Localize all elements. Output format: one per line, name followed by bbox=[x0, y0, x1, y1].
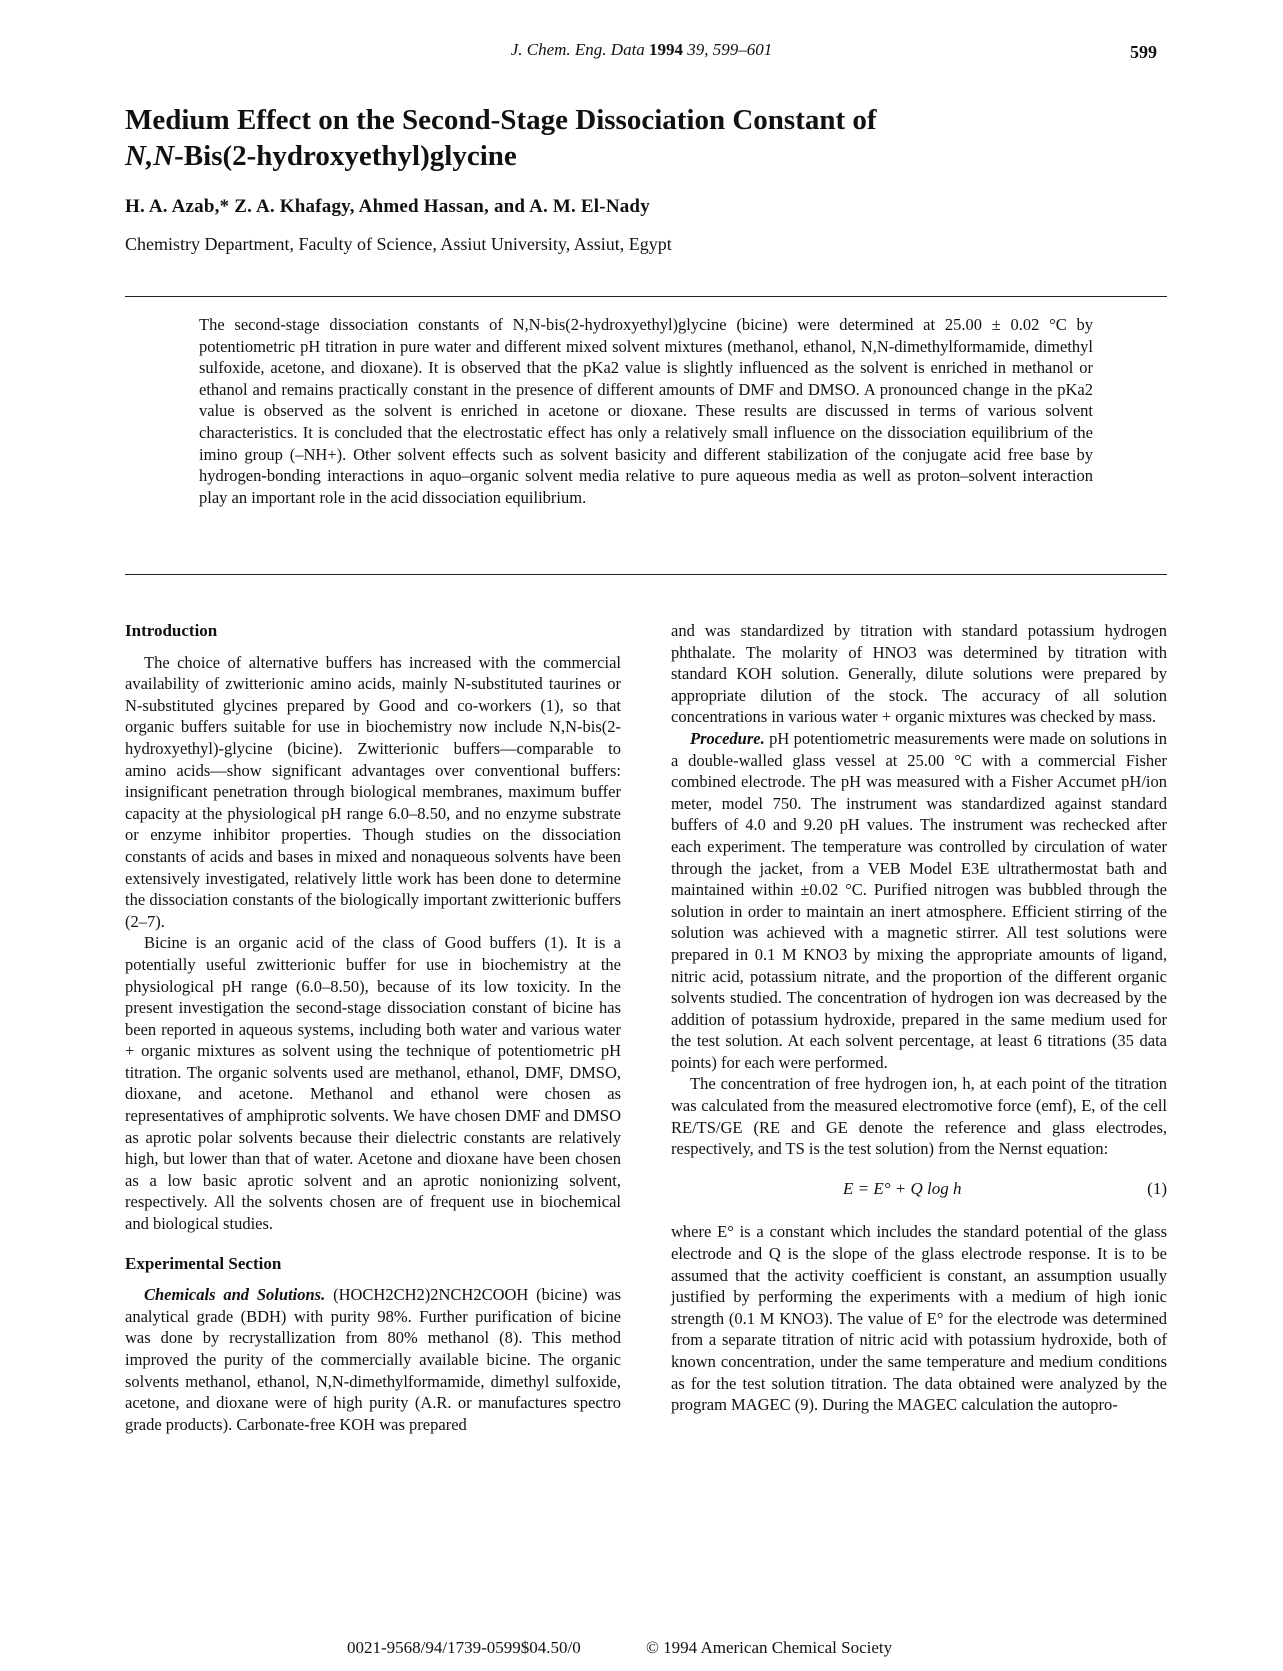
experimental-heading: Experimental Section bbox=[125, 1253, 282, 1273]
continued-paragraph: and was standardized by titration with standard potassium hydrogen phthalate. The molarity of HNO3 was determined by titration with standard KOH solution. Generally, dilute solutions were prepared by appropriate dilution of the stock. The accuracy of all solution concentrations in various water + organic mixtures was checked by mass. bbox=[671, 621, 1167, 727]
author-list: H. A. Azab,* Z. A. Khafagy, Ahmed Hassan, and A. M. El-Nady bbox=[125, 196, 650, 217]
left-column bbox=[125, 620, 621, 1435]
journal-year: 1994 bbox=[649, 40, 684, 59]
introduction-heading: Introduction bbox=[125, 621, 218, 640]
affiliation: Chemistry Department, Faculty of Science, Assiut University, Assiut, Egypt bbox=[125, 234, 672, 254]
journal-reference bbox=[0, 40, 1283, 60]
abstract: The second-stage dissociation constants of N,N-bis(2-hydroxyethyl)glycine (bicine) were determined at 25.00 ± 0.02 °C by potentiometric pH titration in pure water and different mixed solvent mixtures (methanol, ethanol, N,N-dimethylformamide, dimethyl sulfoxide, acetone, and dioxane). It is observed that the pKa2 value is slightly influenced as the solvent is enriched in methanol or ethanol and remains practically constant in the presence of different amounts of DMF and DMSO. A pronounced change in the pKa2 value is observed as the solvent is enriched in acetone or dioxane. These results are discussed in terms of various solvent characteristics. It is concluded that the electrostatic effect has only a relatively small influence on the dissociation equilibrium of the imino group (–NH+). Other solvent effects such as solvent basicity and different stabilization of the conjugate acid free base by hydrogen-bonding interactions in aquo–organic solvent media relative to pure aqueous media as well as proton–solvent interaction play an important role in the acid dissociation equilibrium. bbox=[199, 315, 1093, 507]
top-rule bbox=[125, 296, 1167, 297]
procedure-label: Procedure. bbox=[690, 728, 765, 748]
page-number: 599 bbox=[1130, 42, 1157, 62]
equation-number: (1) bbox=[1147, 1178, 1167, 1198]
nernst-paragraph: The concentration of free hydrogen ion, h, at each point of the titration was calculated from the measured electromotive force (emf), E, of the cell RE/TS/GE (RE and GE denote the reference and glass electrodes, respectively, and TS is the test solution) from the Nernst equation: bbox=[671, 1074, 1167, 1159]
procedure-paragraph bbox=[671, 728, 1167, 1074]
journal-volume: 39, bbox=[687, 40, 709, 59]
right-column bbox=[671, 620, 1167, 1416]
equation-body: E = E° + Q log h bbox=[843, 1178, 962, 1198]
title-line-1: Medium Effect on the Second-Stage Dissociation Constant of bbox=[125, 104, 877, 136]
article-code: 0021-9568/94/1739-0599$04.50/0 bbox=[347, 1638, 581, 1657]
title-line-2-rest: -Bis(2-hydroxyethyl)glycine bbox=[174, 140, 517, 172]
procedure-text: pH potentiometric measurements were made on solutions in a double-walled glass vessel at 25.00 °C with a commercial Fisher combined electrode. The pH was measured with a Fisher Accumet pH/ion meter, model 750. The instrument was standardized against standard buffers of 4.0 and 9.20 pH values. The instrument was rechecked after each experiment. The temperature was controlled by circulation of water through the jacket, from a VEB Model E3E ultrathermostat bath and maintained within ±0.02 °C. Purified nitrogen was bubbled through the solution in order to maintain an inert atmosphere. Efficient stirring of the solution was achieved with a magnetic stirrer. All test solutions were prepared in 0.1 M KNO3 by mixing the appropriate amounts of ligand, nitric acid, potassium nitrate, and the proportion of the different organic solvents studied. The concentration of hydrogen ion was decreased by the addition of potassium hydroxide, prepared in the same medium used for the test solution. At each solvent percentage, at least 6 titrations (35 data points) for each were performed. bbox=[671, 728, 1167, 1072]
copyright-notice: © 1994 American Chemical Society bbox=[646, 1638, 893, 1657]
intro-paragraph-1: The choice of alternative buffers has increased with the commercial availability of zwitterionic amino acids, mainly N-substituted taurines or N-substituted glycines prepared by Good and co-workers (1), so that organic buffers suitable for use in biochemistry now include N,N-bis(2-hydroxyethyl)-glycine (bicine). Zwitterionic buffers—comparable to amino acids—show significant advantages over conventional buffers: insignificant penetration through biological membranes, maximum buffer capacity at the physiological pH range 6.0–8.50, and no enzyme substrate or enzyme inhibitor properties. Though studies on the dissociation constants of acids and bases in mixed and nonaqueous solvents have been extensively investigated, relatively little work has been done to determine the dissociation constants of the biologically important zwitterionic buffers (2–7). bbox=[125, 652, 621, 931]
chemicals-label: Chemicals and Solutions. bbox=[144, 1285, 326, 1305]
journal-name: J. Chem. Eng. Data bbox=[510, 40, 645, 59]
journal-pages: 599–601 bbox=[712, 40, 773, 59]
title-line-2 bbox=[125, 138, 1175, 174]
paper-title bbox=[125, 102, 1175, 174]
chemicals-paragraph bbox=[125, 1284, 621, 1435]
chemicals-text: (HOCH2CH2)2NCH2COOH (bicine) was analytical grade (BDH) with purity 98%. Further purification of bicine was done by recrystallization from 80% methanol (8). This method improved the purity of the commercially available bicine. The organic solvents methanol, ethanol, N,N-dimethylformamide, dimethyl sulfoxide, acetone, and dioxane were of high purity (A.R. or manufactures spectro grade products). Carbonate-free KOH was prepared bbox=[125, 1285, 622, 1434]
title-italic-prefix: N,N bbox=[125, 140, 175, 172]
intro-paragraph-2: Bicine is an organic acid of the class of Good buffers (1). It is a potentially useful zwitterionic buffer for use in biochemistry at the physiological pH range (6.0–8.50), because of its low toxicity. In the present investigation the second-stage dissociation constant of bicine has been reported in aqueous systems, including both water and various water + organic mixtures as solvent using the technique of potentiometric pH titration. The organic solvents used are methanol, ethanol, DMF, DMSO, dioxane, and acetone. Methanol and ethanol were chosen as representatives of amphiprotic solvents. We have chosen DMF and DMSO as aprotic polar solvents because their dielectric constants are relatively high, but lower than that of water. Acetone and dioxane have been chosen as a low basic aprotic solvent and an aprotic nonionizing solvent, respectively. All the solvents chosen are of frequent use in biochemical and biological studies. bbox=[125, 933, 621, 1234]
equation-1 bbox=[671, 1178, 1167, 1200]
bottom-rule bbox=[125, 574, 1167, 575]
after-equation-paragraph: where E° is a constant which includes the standard potential of the glass electrode and Q is the slope of the glass electrode response. It is to be assumed that the activity coefficient is constant, an assumption usually justified by performing the experiments with a medium of high ionic strength (0.1 M KNO3). The value of E° for the electrode was determined from a separate titration of nitric acid with potassium hydroxide, both of known concentration, under the same temperature and medium conditions as for the test solution titration. The data obtained were analyzed by the program MAGEC (9). During the MAGEC calculation the autopro- bbox=[671, 1222, 1167, 1415]
